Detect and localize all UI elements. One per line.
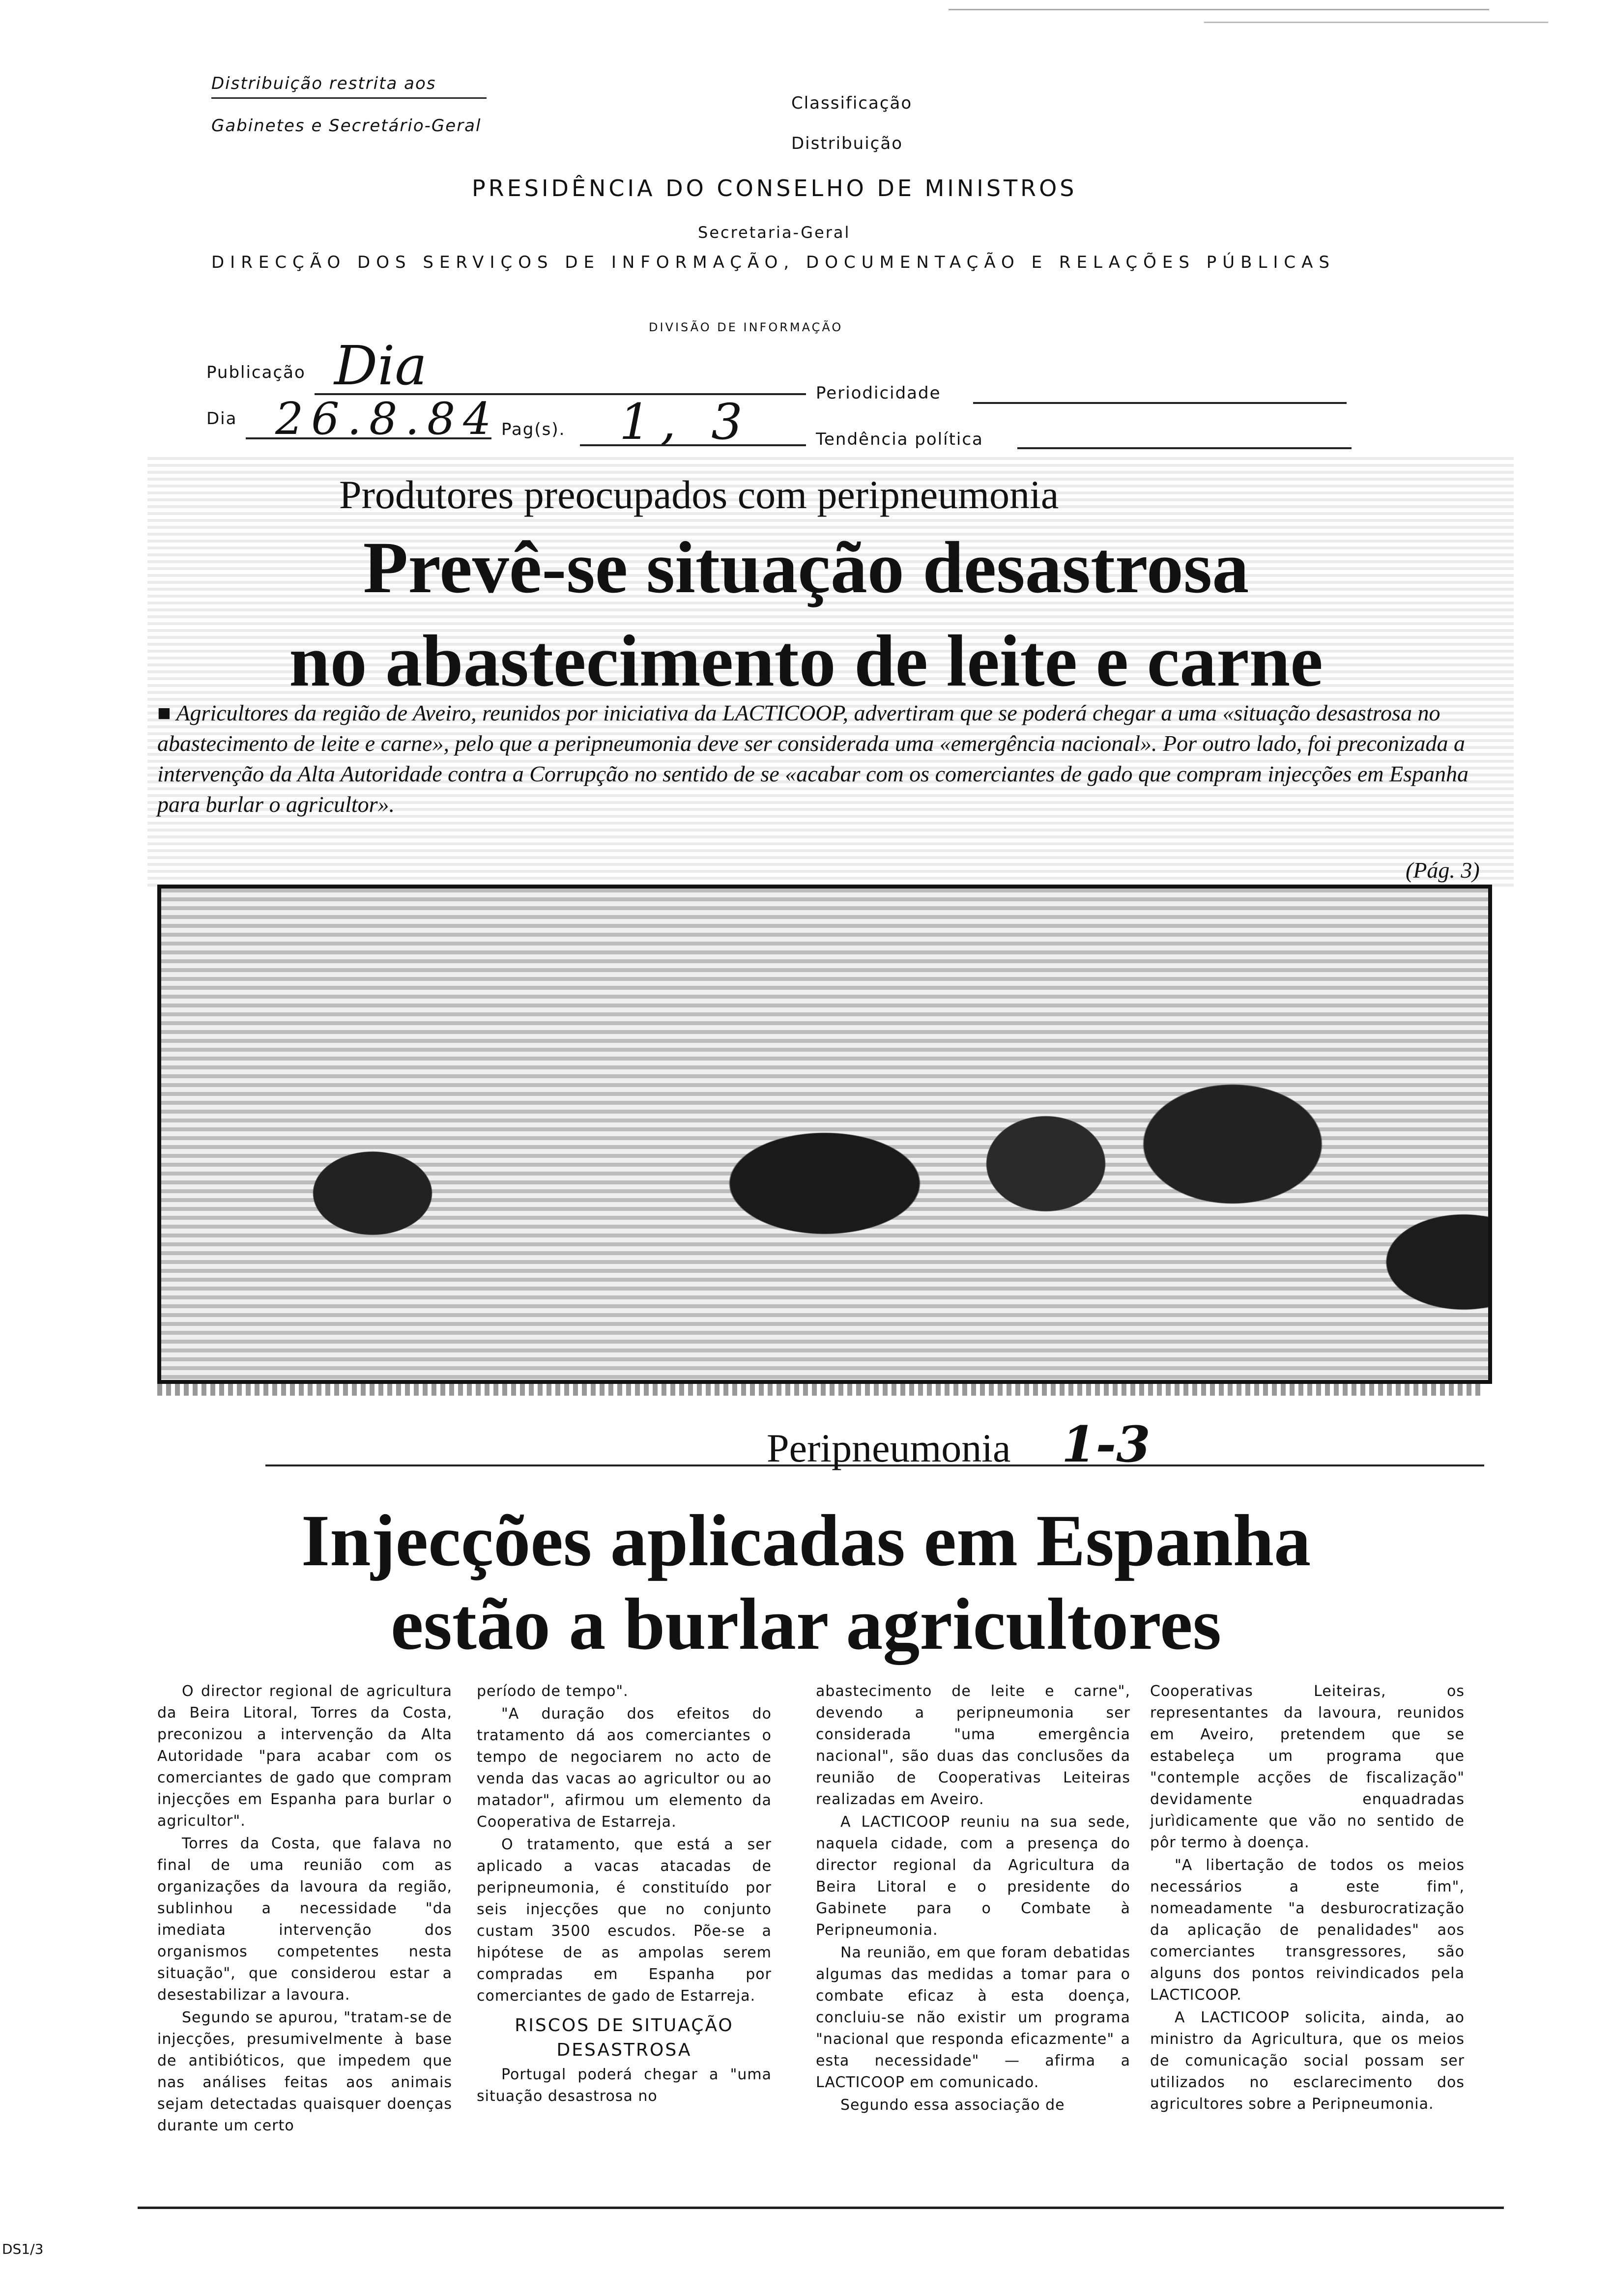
dia-line (246, 437, 491, 439)
publicacao-value: Dia (334, 334, 427, 397)
article1-headline-line2: no abastecimento de leite e carne (289, 620, 1323, 702)
col4-paragraph: Cooperativas Leiteiras, os representantes da lavoura, reunidos em Aveiro, pretendem que se estabeleça um programa que "contemple acções de fiscalização" devidamente enquadradas jurìdicamente que vão no sentido de pôr termo à doença. (1150, 1683, 1465, 1851)
tendencia-label: Tendência política (816, 430, 983, 449)
article2-kicker: Peripneumonia (767, 1426, 1011, 1470)
col1-paragraph: Segundo se apurou, "tratam-se de injecções, presumivelmente à base de antibióticos, que impedem que nas análises feitas aos animais sejam detectadas quaisquer doenças durante um certo (157, 2009, 452, 2134)
col1-paragraph: Torres da Costa, que falava no final de uma reunião com as organizações da lavoura da região, sublinhou a necessidade "da imediata intervenção dos organismos competentes nesta situação", que considerou estar a desestabilizar a lavoura. (157, 1835, 452, 2004)
col3-paragraph: Na reunião, em que foram debatidas algumas das medidas a tomar para o combate eficaz à esta doença, concluiu-se não existir um programa "nacional que responda eficazmente" a esta necessidade" — afirma a LACTICOOP em comunicado. (816, 1944, 1130, 2091)
col4-paragraph: "A libertação de todos os meios necessários a este fim", nomeadamente "a desburocratização da aplicação de penalidades" aos comerciantes transgressores, são alguns dos pontos reivindicados pela LACTICOOP. (1150, 1857, 1465, 2004)
pags-label: Pag(s). (501, 420, 566, 439)
top-rule-2 (1204, 22, 1548, 23)
bottom-rule (138, 2207, 1504, 2209)
col2-paragraph: "A duração dos efeitos do tratamento dá aos comerciantes o tempo de negociarem no acto de venda das vacas ao agricultor ou ao matador", afirmou um elemento da Cooperativa de Estarreja. (477, 1705, 772, 1831)
article2-col3 (816, 1681, 1130, 2117)
header-secretaria: Secretaria-Geral (698, 223, 851, 242)
article1-lead: ■ Agricultores da região de Aveiro, reunidos por iniciativa da LACTICOOP, advertiram que se poderá chegar a uma «situação desastrosa no abastecimento de leite e carne», pelo que a peripneumonia deve ser considerada uma «emergência nacional». Por outro lado, foi preconizada a intervenção da Alta Autoridade contra a Corrupção no sentido de se «acabar com os comerciantes de gado que compram injecções em Espanha para burlar o agricultor». (157, 700, 1468, 817)
article2-handwritten-page: 1-3 (1062, 1415, 1151, 1473)
col2-subhead-line2: DESASTROSA (556, 2040, 692, 2060)
col2-subhead-line1: RISCOS DE SITUAÇÃO (515, 2015, 734, 2036)
col2-paragraph: período de tempo". (477, 1683, 629, 1700)
tendencia-line (1017, 447, 1352, 449)
cows-photo (157, 885, 1492, 1384)
distribution-note-line2: Gabinetes e Secretário-Geral (211, 116, 482, 136)
article1-headline-line1: Prevê-se situação desastrosa (363, 527, 1249, 608)
margin-code: DS1/3 (2, 2241, 44, 2257)
col3-paragraph: Segundo essa associação de (840, 2096, 1065, 2114)
article2-col2 (477, 1681, 772, 2108)
distribution-note-line1: Distribuição restrita aos (211, 74, 436, 93)
top-rule (949, 9, 1489, 10)
dia-label: Dia (206, 409, 237, 429)
col3-paragraph: A LACTICOOP reuniu na sua sede, naquela cidade, com a presença do director regional da Agricultura da Beira Litoral e o presidente do Gabinete para o Combate à Peripneumonia. (816, 1813, 1130, 1939)
article1-page-ref: (Pág. 3) (1406, 858, 1480, 883)
pags-value: 1, 3 (619, 393, 752, 451)
publicacao-label: Publicação (206, 363, 306, 382)
header-divisao: DIVISÃO DE INFORMAÇÃO (649, 320, 843, 334)
periodicidade-label: Periodicidade (816, 383, 941, 403)
article2-headline-line1: Injecções aplicadas em Espanha (301, 1500, 1311, 1581)
col1-paragraph: O director regional de agricultura da Beira Litoral, Torres da Costa, preconizou a intervenção da Alta Autoridade "para acabar com os comerciantes de gado que compram injecções em Espanha para burlar o agricultor". (157, 1683, 452, 1830)
header-direccao: DIRECÇÃO DOS SERVIÇOS DE INFORMAÇÃO, DOCUMENTAÇÃO E RELAÇÕES PÚBLICAS (211, 253, 1336, 272)
article1-kicker: Produtores preocupados com peripneumonia (339, 472, 1059, 517)
col4-paragraph: A LACTICOOP solicita, ainda, ao ministro da Agricultura, que os meios de comunicação social possam ser utilizados no esclarecimento dos agricultores sobre a Peripneumonia. (1150, 2009, 1465, 2113)
col3-paragraph: abastecimento de leite e carne", devendo a peripneumonia ser considerada "uma emergência nacional", são duas das conclusões da reunião de Cooperativas Leiteiras realizadas em Aveiro. (816, 1683, 1130, 1808)
col2-paragraph: Portugal poderá chegar a "uma situação desastrosa no (477, 2066, 772, 2105)
article2-headline-line2: estão a burlar agricultores (390, 1583, 1222, 1665)
col2-paragraph: O tratamento, que está a ser aplicado a vacas atacadas de peripneumonia, é constituído por seis injecções que no conjunto custam 3500 escudos. Põe-se a hipótese de as ampolas serem compradas em Espanha por comerciantes de gado de Estarreja. (477, 1836, 772, 2005)
pags-line (580, 444, 806, 446)
photo-caption-strip (157, 1384, 1484, 1396)
article2-col4 (1150, 1681, 1465, 2116)
note-underline (211, 97, 487, 99)
classificacao-field: Classificação (791, 93, 913, 113)
dia-value: 26.8.84 (275, 393, 499, 445)
header-presidencia: PRESIDÊNCIA DO CONSELHO DE MINISTROS (472, 175, 1077, 201)
periodicidade-line (973, 402, 1347, 404)
article2-col1 (157, 1681, 452, 2138)
distribuicao-field: Distribuição (791, 134, 903, 153)
